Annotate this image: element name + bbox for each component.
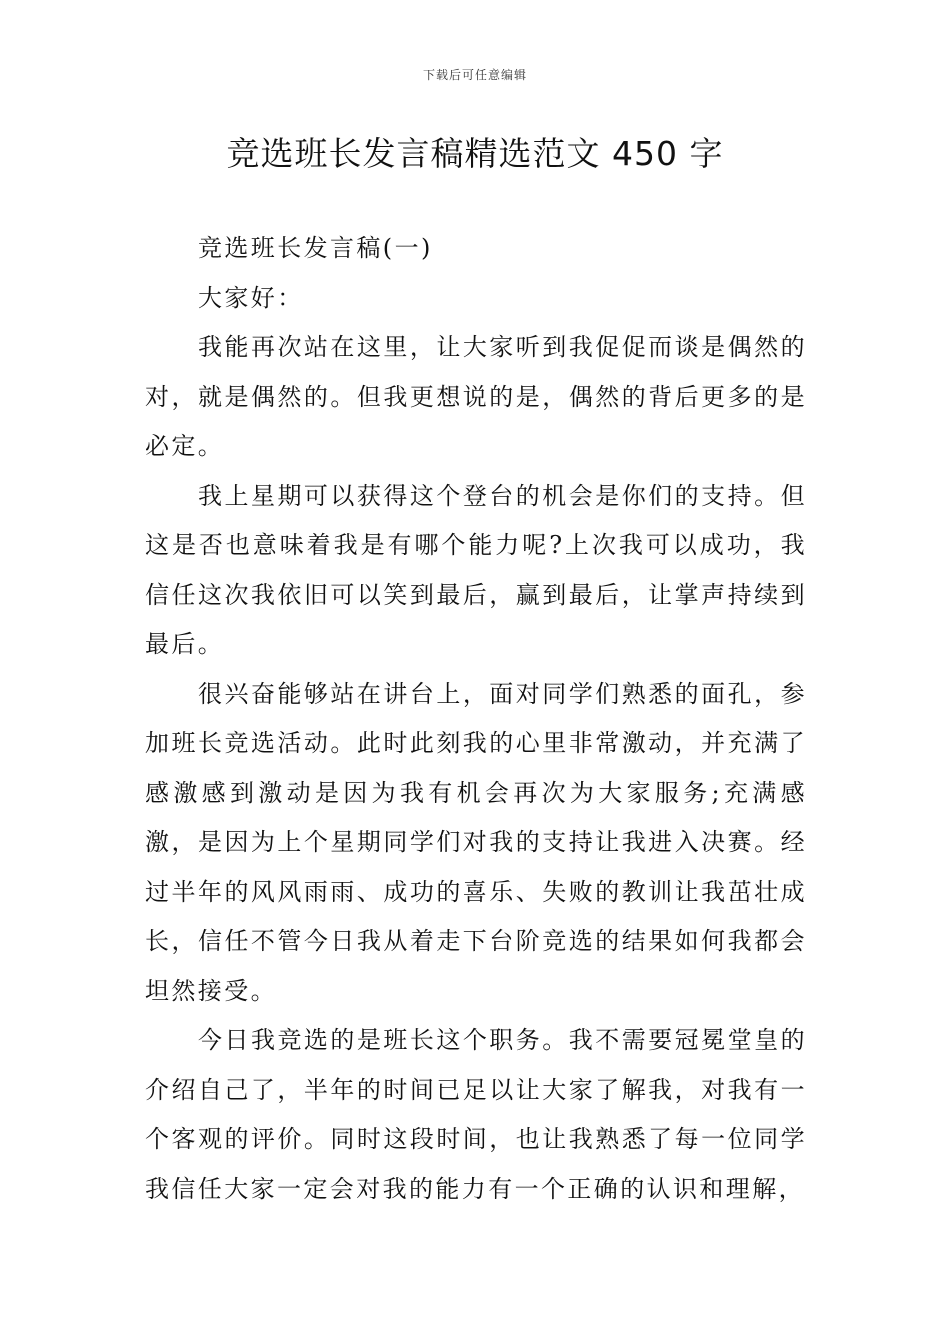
document-body <box>145 224 807 1214</box>
paragraph: 我能再次站在这里，让大家听到我促促而谈是偶然的对，就是偶然的。但我更想说的是，偶然的背后更多的是必定。 <box>145 333 807 460</box>
header-note: 下载后可任意编辑 <box>422 68 527 82</box>
paragraph: 今日我竞选的是班长这个职务。我不需要冠冕堂皇的介绍自己了，半年的时间已足以让大家了解我，对我有一个客观的评价。同时这段时间，也让我熟悉了每一位同学我信任大家一定会对我的能力有一个正确的认识和理解， <box>145 1026 807 1203</box>
paragraph: 很兴奋能够站在讲台上，面对同学们熟悉的面孔，参加班长竞选活动。此时此刻我的心里非常激动，并充满了感激感到激动是因为我有机会再次为大家服务;充满感激，是因为上个星期同学们对我的支持让我进入决赛。经过半年的风风雨雨、成功的喜乐、失败的教训让我茁壮成长，信任不管今日我从着走下台阶竞选的结果如何我都会坦然接受。 <box>145 679 807 1005</box>
greeting: 大家好： <box>198 283 304 312</box>
document-title: 竞选班长发言稿精选范文 450 字 <box>226 134 724 173</box>
section-heading: 竞选班长发言稿(一) <box>198 234 433 262</box>
paragraph: 我上星期可以获得这个登台的机会是你们的支持。但这是否也意味着我是有哪个能力呢?上次我可以成功，我信任这次我依旧可以笑到最后，赢到最后，让掌声持续到最后。 <box>145 481 807 658</box>
